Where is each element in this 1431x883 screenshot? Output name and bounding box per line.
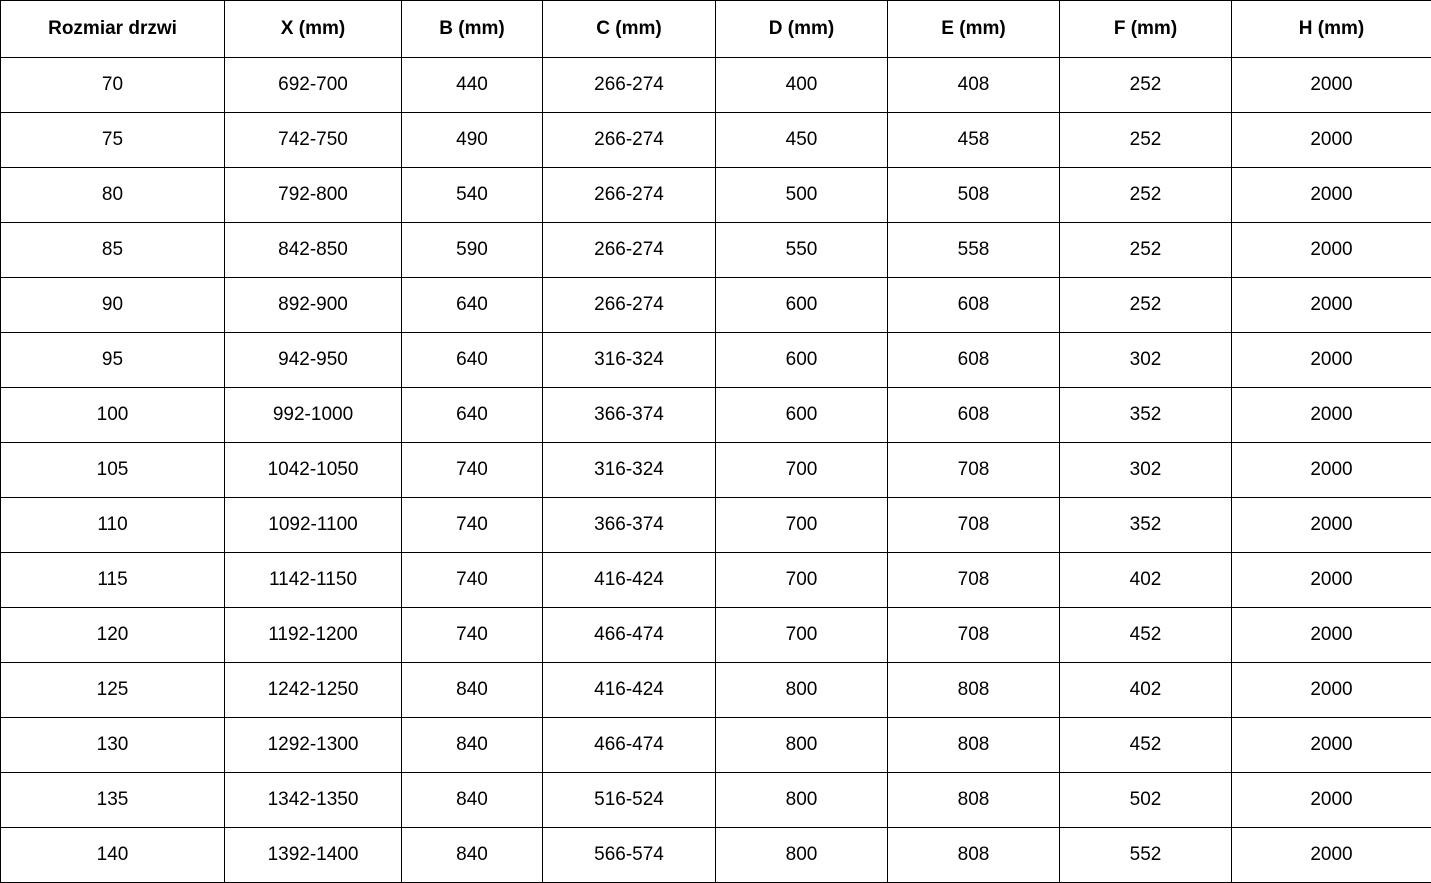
cell-x: 842-850 bbox=[225, 223, 402, 278]
column-header-rozmiar-drzwi: Rozmiar drzwi bbox=[1, 1, 225, 58]
cell-e: 608 bbox=[888, 388, 1060, 443]
cell-d: 700 bbox=[716, 443, 888, 498]
column-header-f: F (mm) bbox=[1060, 1, 1232, 58]
table-row bbox=[1, 168, 1431, 223]
cell-e: 808 bbox=[888, 828, 1060, 883]
cell-b: 640 bbox=[402, 278, 543, 333]
cell-d: 700 bbox=[716, 608, 888, 663]
cell-d: 600 bbox=[716, 333, 888, 388]
cell-e: 708 bbox=[888, 443, 1060, 498]
cell-x: 1192-1200 bbox=[225, 608, 402, 663]
cell-f: 502 bbox=[1060, 773, 1232, 828]
table-row bbox=[1, 443, 1431, 498]
cell-c: 416-424 bbox=[543, 553, 716, 608]
cell-c: 266-274 bbox=[543, 223, 716, 278]
cell-e: 608 bbox=[888, 278, 1060, 333]
cell-e: 458 bbox=[888, 113, 1060, 168]
cell-c: 266-274 bbox=[543, 278, 716, 333]
cell-c: 466-474 bbox=[543, 718, 716, 773]
table-body bbox=[1, 58, 1431, 883]
cell-h: 2000 bbox=[1232, 168, 1431, 223]
cell-e: 558 bbox=[888, 223, 1060, 278]
cell-h: 2000 bbox=[1232, 443, 1431, 498]
table-row bbox=[1, 718, 1431, 773]
cell-d: 800 bbox=[716, 773, 888, 828]
cell-h: 2000 bbox=[1232, 113, 1431, 168]
table-row bbox=[1, 58, 1431, 113]
cell-x: 692-700 bbox=[225, 58, 402, 113]
cell-rozmiar-drzwi: 140 bbox=[1, 828, 225, 883]
cell-c: 566-574 bbox=[543, 828, 716, 883]
cell-f: 402 bbox=[1060, 663, 1232, 718]
cell-c: 416-424 bbox=[543, 663, 716, 718]
header-row bbox=[1, 1, 1431, 58]
cell-c: 316-324 bbox=[543, 333, 716, 388]
cell-b: 740 bbox=[402, 498, 543, 553]
cell-rozmiar-drzwi: 90 bbox=[1, 278, 225, 333]
table-row bbox=[1, 553, 1431, 608]
cell-rozmiar-drzwi: 125 bbox=[1, 663, 225, 718]
cell-d: 800 bbox=[716, 828, 888, 883]
cell-h: 2000 bbox=[1232, 278, 1431, 333]
table-row bbox=[1, 223, 1431, 278]
cell-h: 2000 bbox=[1232, 773, 1431, 828]
cell-f: 352 bbox=[1060, 498, 1232, 553]
cell-d: 700 bbox=[716, 498, 888, 553]
cell-b: 540 bbox=[402, 168, 543, 223]
cell-rozmiar-drzwi: 120 bbox=[1, 608, 225, 663]
table-row bbox=[1, 388, 1431, 443]
cell-e: 408 bbox=[888, 58, 1060, 113]
cell-f: 302 bbox=[1060, 333, 1232, 388]
cell-f: 252 bbox=[1060, 278, 1232, 333]
table-row bbox=[1, 498, 1431, 553]
cell-b: 440 bbox=[402, 58, 543, 113]
cell-c: 266-274 bbox=[543, 58, 716, 113]
cell-h: 2000 bbox=[1232, 608, 1431, 663]
cell-rozmiar-drzwi: 110 bbox=[1, 498, 225, 553]
cell-h: 2000 bbox=[1232, 388, 1431, 443]
cell-rozmiar-drzwi: 100 bbox=[1, 388, 225, 443]
cell-h: 2000 bbox=[1232, 498, 1431, 553]
cell-h: 2000 bbox=[1232, 223, 1431, 278]
cell-b: 840 bbox=[402, 718, 543, 773]
cell-rozmiar-drzwi: 115 bbox=[1, 553, 225, 608]
cell-e: 708 bbox=[888, 608, 1060, 663]
cell-b: 740 bbox=[402, 443, 543, 498]
cell-e: 708 bbox=[888, 553, 1060, 608]
cell-e: 808 bbox=[888, 718, 1060, 773]
cell-x: 1242-1250 bbox=[225, 663, 402, 718]
cell-b: 840 bbox=[402, 663, 543, 718]
column-header-c: C (mm) bbox=[543, 1, 716, 58]
cell-f: 252 bbox=[1060, 168, 1232, 223]
cell-h: 2000 bbox=[1232, 828, 1431, 883]
cell-c: 366-374 bbox=[543, 498, 716, 553]
cell-e: 808 bbox=[888, 663, 1060, 718]
cell-b: 840 bbox=[402, 828, 543, 883]
cell-e: 608 bbox=[888, 333, 1060, 388]
column-header-b: B (mm) bbox=[402, 1, 543, 58]
table-row bbox=[1, 608, 1431, 663]
cell-c: 316-324 bbox=[543, 443, 716, 498]
cell-f: 402 bbox=[1060, 553, 1232, 608]
cell-d: 800 bbox=[716, 663, 888, 718]
cell-h: 2000 bbox=[1232, 333, 1431, 388]
cell-c: 516-524 bbox=[543, 773, 716, 828]
cell-x: 1142-1150 bbox=[225, 553, 402, 608]
column-header-h: H (mm) bbox=[1232, 1, 1431, 58]
cell-b: 740 bbox=[402, 608, 543, 663]
cell-b: 490 bbox=[402, 113, 543, 168]
cell-f: 452 bbox=[1060, 718, 1232, 773]
cell-b: 640 bbox=[402, 333, 543, 388]
cell-rozmiar-drzwi: 80 bbox=[1, 168, 225, 223]
cell-d: 450 bbox=[716, 113, 888, 168]
cell-x: 892-900 bbox=[225, 278, 402, 333]
cell-f: 302 bbox=[1060, 443, 1232, 498]
table-header bbox=[1, 1, 1431, 58]
cell-f: 252 bbox=[1060, 58, 1232, 113]
cell-x: 1042-1050 bbox=[225, 443, 402, 498]
cell-x: 742-750 bbox=[225, 113, 402, 168]
cell-rozmiar-drzwi: 70 bbox=[1, 58, 225, 113]
cell-b: 590 bbox=[402, 223, 543, 278]
cell-d: 700 bbox=[716, 553, 888, 608]
cell-c: 266-274 bbox=[543, 168, 716, 223]
cell-h: 2000 bbox=[1232, 663, 1431, 718]
cell-x: 1292-1300 bbox=[225, 718, 402, 773]
table-row bbox=[1, 333, 1431, 388]
cell-b: 840 bbox=[402, 773, 543, 828]
cell-d: 600 bbox=[716, 388, 888, 443]
cell-rozmiar-drzwi: 135 bbox=[1, 773, 225, 828]
cell-f: 252 bbox=[1060, 113, 1232, 168]
column-header-e: E (mm) bbox=[888, 1, 1060, 58]
table-row bbox=[1, 828, 1431, 883]
cell-rozmiar-drzwi: 105 bbox=[1, 443, 225, 498]
cell-x: 942-950 bbox=[225, 333, 402, 388]
cell-x: 1342-1350 bbox=[225, 773, 402, 828]
table-row bbox=[1, 278, 1431, 333]
cell-h: 2000 bbox=[1232, 553, 1431, 608]
cell-e: 708 bbox=[888, 498, 1060, 553]
cell-c: 366-374 bbox=[543, 388, 716, 443]
table-row bbox=[1, 663, 1431, 718]
cell-d: 500 bbox=[716, 168, 888, 223]
column-header-d: D (mm) bbox=[716, 1, 888, 58]
cell-rozmiar-drzwi: 95 bbox=[1, 333, 225, 388]
cell-c: 266-274 bbox=[543, 113, 716, 168]
cell-f: 352 bbox=[1060, 388, 1232, 443]
cell-rozmiar-drzwi: 130 bbox=[1, 718, 225, 773]
cell-e: 808 bbox=[888, 773, 1060, 828]
cell-f: 452 bbox=[1060, 608, 1232, 663]
cell-e: 508 bbox=[888, 168, 1060, 223]
cell-b: 740 bbox=[402, 553, 543, 608]
cell-x: 1092-1100 bbox=[225, 498, 402, 553]
cell-d: 550 bbox=[716, 223, 888, 278]
cell-rozmiar-drzwi: 75 bbox=[1, 113, 225, 168]
cell-d: 400 bbox=[716, 58, 888, 113]
cell-x: 992-1000 bbox=[225, 388, 402, 443]
cell-h: 2000 bbox=[1232, 58, 1431, 113]
column-header-x: X (mm) bbox=[225, 1, 402, 58]
cell-x: 792-800 bbox=[225, 168, 402, 223]
cell-c: 466-474 bbox=[543, 608, 716, 663]
cell-x: 1392-1400 bbox=[225, 828, 402, 883]
cell-d: 600 bbox=[716, 278, 888, 333]
cell-f: 552 bbox=[1060, 828, 1232, 883]
cell-d: 800 bbox=[716, 718, 888, 773]
cell-rozmiar-drzwi: 85 bbox=[1, 223, 225, 278]
table-row bbox=[1, 773, 1431, 828]
table-row bbox=[1, 113, 1431, 168]
cell-f: 252 bbox=[1060, 223, 1232, 278]
cell-b: 640 bbox=[402, 388, 543, 443]
cell-h: 2000 bbox=[1232, 718, 1431, 773]
